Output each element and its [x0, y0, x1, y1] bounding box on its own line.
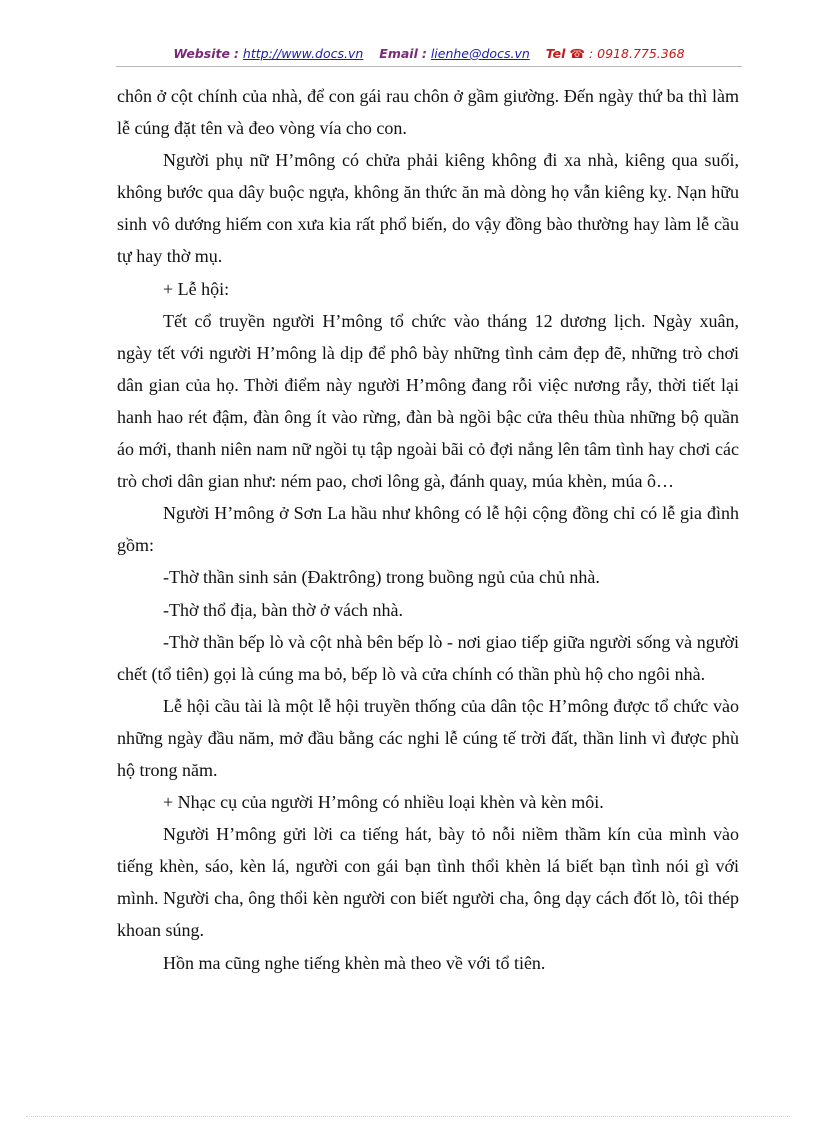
document-body	[117, 80, 739, 979]
phone-icon: ☎	[569, 46, 585, 61]
paragraph: Người phụ nữ H’mông có chửa phải kiêng không đi xa nhà, kiêng qua suối, không bước qua dây buộc ngựa, không ăn thức ăn mà dòng họ vẫn kiêng kỵ. Nạn hữu sinh vô dướng hiếm con xưa kia rất phổ biến, do vậy đồng bào thường hay làm lễ cầu tự hay thờ mụ.	[117, 150, 739, 267]
paragraph: Hồn ma cũng nghe tiếng khèn mà theo về với tổ tiên.	[163, 952, 546, 973]
header-divider	[116, 66, 742, 67]
website-label: Website	[173, 46, 230, 61]
email-label: Email	[379, 46, 418, 61]
website-separator: :	[233, 46, 239, 61]
list-item: -Thờ thần sinh sản (Đaktrông) trong buồng ngủ của chủ nhà.	[163, 567, 600, 588]
section-heading: + Nhạc cụ của người H’mông có nhiều loại khèn và kèn môi.	[163, 792, 604, 813]
paragraph: Người H’mông gửi lời ca tiếng hát, bày tỏ nỗi niềm thầm kín của mình vào tiếng khèn, sáo, kèn lá, người con gái bạn tình thổi khèn lá biết bạn tình nói gì với mình. Người cha, ông thổi kèn người con biết người cha, ông dạy cách đốt lò, tôi thép khoan súng.	[117, 824, 739, 941]
page-bottom-divider	[26, 1116, 790, 1117]
paragraph: Tết cổ truyền người H’mông tổ chức vào tháng 12 dương lịch. Ngày xuân, ngày tết với người H’mông là dịp để phô bày những tình cảm đẹp đẽ, những trò chơi dân gian của họ. Thời điểm này người H’mông đang rỗi việc nương rẫy, thời tiết lại hanh hao rét đậm, đàn ông ít vào rừng, đàn bà ngồi bậc cửa thêu thùa những bộ quần áo mới, thanh niên nam nữ ngồi tụ tập ngoài bãi cỏ đợi nắng lên tâm tình hay chơi các trò chơi dân gian như: ném pao, chơi lông gà, đánh quay, múa khèn, múa ô…	[117, 310, 739, 492]
page-header	[116, 46, 742, 61]
section-heading: + Lễ hội:	[163, 278, 230, 299]
email-link[interactable]: lienhe@docs.vn	[430, 46, 530, 61]
paragraph: Lễ hội cầu tài là một lễ hội truyền thống của dân tộc H’mông được tổ chức vào những ngày đầu năm, mở đầu bằng các nghi lễ cúng tế trời đất, thần linh vì được phù hộ trong năm.	[117, 695, 739, 780]
list-item: -Thờ thần bếp lò và cột nhà bên bếp lò - nơi giao tiếp giữa người sống và người chết (tổ tiên) gọi là cúng ma bỏ, bếp lò và cửa chính có thần phù hộ cho ngôi nhà.	[117, 631, 739, 684]
paragraph: Người H’mông ở Sơn La hầu như không có lễ hội cộng đồng chỉ có lễ gia đình gồm:	[117, 503, 739, 556]
paragraph: chôn ở cột chính của nhà, để con gái rau chôn ở gầm giường. Đến ngày thứ ba thì làm lễ cúng đặt tên và đeo vòng vía cho con.	[117, 86, 739, 139]
email-separator: :	[421, 46, 427, 61]
website-link[interactable]: http://www.docs.vn	[242, 46, 364, 61]
tel-label: Tel	[545, 46, 566, 61]
tel-number: : 0918.775.368	[588, 46, 685, 61]
list-item: -Thờ thổ địa, bàn thờ ở vách nhà.	[163, 599, 403, 620]
